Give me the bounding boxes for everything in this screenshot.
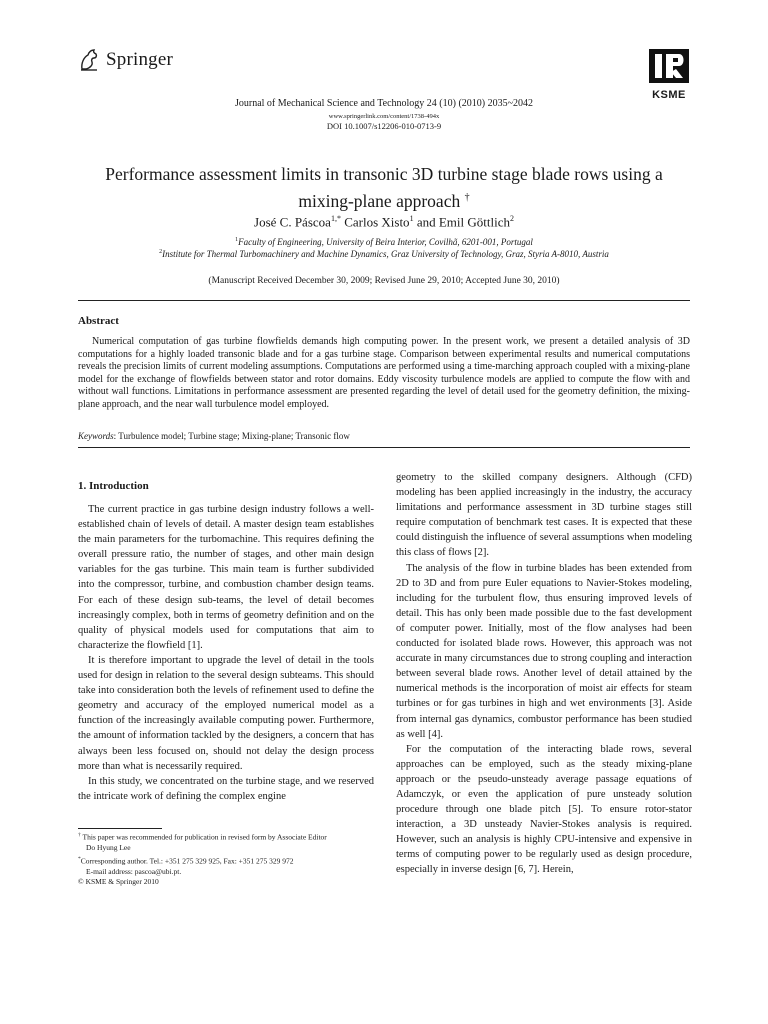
affiliation-number: 1 — [235, 237, 239, 243]
springer-horse-icon — [78, 48, 100, 72]
paper-title-text: Performance assessment limits in transonic 3D turbine stage blade rows using a mixing-plane approach — [105, 164, 663, 211]
footnotes — [78, 830, 378, 888]
divider — [78, 300, 690, 301]
affiliation — [0, 249, 768, 259]
author-affiliation-mark: 1 — [409, 214, 414, 223]
footnote-divider — [78, 828, 162, 829]
author-list — [0, 214, 768, 230]
affiliation — [0, 237, 768, 247]
ksme-emblem-icon — [649, 49, 689, 83]
publisher-name: Springer — [106, 49, 174, 70]
journal-citation: Journal of Mechanical Science and Technology 24 (10) (2010) 2035~2042 — [234, 98, 534, 109]
ksme-logo — [646, 49, 692, 101]
footnote-mark: † — [78, 832, 81, 838]
keywords-separator: : — [113, 431, 119, 441]
paragraph: geometry to the skilled company designers. Although (CFD) modeling has been applied increasingly in the industry, the accuracy limitations and performance assessment in 3D turbine stages still require computation of benchmark test cases. It is expected that these could distinguish the influence of several assumptions when modeling this class of flows [2]. — [396, 472, 692, 559]
section-heading: 1. Introduction — [78, 480, 149, 492]
paragraph: The current practice in gas turbine design industry follows a well-established chain of levels of detail. A master design team establishes the main parameters for the turbomachine. This requires defining the overall pressure ratio, the number of stages, and other main design variables for the gas turbine. This main team is further subdivided into the compressor, turbine, and combustion chamber design teams. For each of these design sub-teams, the level of detail becomes increasingly complex, both in terms of geometry definition and on the quality of physical models used for computations that aim to characterize the flowfield [1]. — [78, 504, 374, 651]
paragraph: The analysis of the flow in turbine blades has been extended from 2D to 3D and from pure Euler equations to Navier-Stokes modeling, including for the turbulent flow, thus ensuring improved levels of detail. This has only been made possible due to the fast development of computer power. Initially, most of the flow analyses had been conducted for isolated blade rows. However, this approach was not accurate in many circumstances due to strong coupling and interaction between several blade rows. Another level of detail attained by the numerical methods is the incorporation of moist air effects for steam turbines or for gas turbines in high and wet environments [3]. Aside from internal gas dynamics, combustor performance has been studied as well [4]. — [396, 562, 692, 740]
abstract-text: Numerical computation of gas turbine flowfields demands high computing power. In the present work, we present a detailed analysis of 3D computations for a highly loaded transonic blade and for a gas turbine stage. Comparison between experimental results and numerical computations reveals the precision limits of current modeling assumptions. Computations are performed using a time-marching approach coupled with a mixing-plane model for the exchange of flowfields between stator and rotor domains. Eddy viscosity turbulence models are applied to compute the flow with and without wall functions. Limitations in performance assessment are presented regarding the level of detail used for the geometry definition, the mixing-plane approach, and the near wall turbulence model employed. — [78, 336, 690, 410]
author-name: Carlos Xisto — [340, 214, 410, 230]
paragraph: In this study, we concentrated on the turbine stage, and we reserved the intricate work of defining the complex engine — [78, 775, 374, 802]
footnote-continuation: Do Hyung Lee — [86, 843, 131, 853]
abstract-heading: Abstract — [78, 315, 119, 327]
doi[interactable]: DOI 10.1007/s12206-010-0713-9 — [326, 121, 442, 131]
manuscript-dates: (Manuscript Received December 30, 2009; Revised June 29, 2010; Accepted June 30, 2010) — [208, 276, 560, 286]
footnote — [78, 830, 378, 843]
paragraph: It is therefore important to upgrade the level of detail in the tools used for design in relation to the several design subteams. This should take into consideration both the levels of refinement used to define the geometry and accuracy of the employed numerical model as a function of the increasingly available computing power. Furthermore, the amount of information tackled by the designers, a concern that has always been less focused on, should not delay the design process more than what is necessarily required. — [78, 654, 374, 772]
keywords-label: Keywords — [78, 431, 114, 441]
footnote — [78, 854, 378, 867]
left-column — [78, 502, 374, 804]
keywords-text: Turbulence model; Turbine stage; Mixing-plane; Transonic flow — [118, 431, 350, 441]
paragraph: For the computation of the interacting blade rows, several approaches can be employed, such as the steady mixing-plane approach or the pseudo-unsteady average passage equations of Adamczyk, or even the application of pure unsteady solution procedure through one blade pitch [5]. To ensure rotor-stator interaction, a 3D unsteady Navier-Stokes analysis is required. However, such an analysis is highly CPU-intensive and expensive in terms of computing power to be regularly used as design procedure, especially in inverse design [6, 7]. Herein, — [396, 743, 692, 876]
copyright-notice: © KSME & Springer 2010 — [78, 877, 159, 887]
affiliation-number: 2 — [159, 249, 163, 255]
footnote-text: Corresponding author. Tel.: +351 275 329 925, Fax: +351 275 329 972 — [80, 856, 294, 866]
title-footnote-mark: † — [464, 192, 470, 203]
paper-title — [80, 163, 688, 213]
ksme-label: KSME — [652, 89, 686, 101]
footnote-mark: * — [78, 855, 81, 862]
affiliation-text: Institute for Thermal Turbomachinery and Machine Dynamics, Graz University of Technology, Graz, Styria A-8010, Austria — [162, 249, 609, 259]
footnote-email[interactable]: E-mail address: pascoa@ubi.pt. — [86, 866, 182, 876]
author-conjunction: and — [413, 214, 439, 230]
divider — [78, 447, 690, 448]
footnote-text: This paper was recommended for publication in revised form by Associate Editor — [80, 832, 327, 842]
author-affiliation-mark: 2 — [509, 214, 514, 223]
author-name: Emil Göttlich — [438, 214, 510, 230]
author-name: José C. Páscoa — [254, 214, 331, 230]
springer-logo — [78, 48, 173, 72]
right-column — [396, 470, 692, 878]
journal-url[interactable]: www.springerlink.com/content/1738-494x — [328, 113, 440, 120]
affiliation-text: Faculty of Engineering, University of Beira Interior, Covilhã, 6201-001, Portugal — [238, 237, 533, 247]
keywords — [78, 431, 690, 441]
author-affiliation-mark: 1,* — [330, 214, 341, 223]
